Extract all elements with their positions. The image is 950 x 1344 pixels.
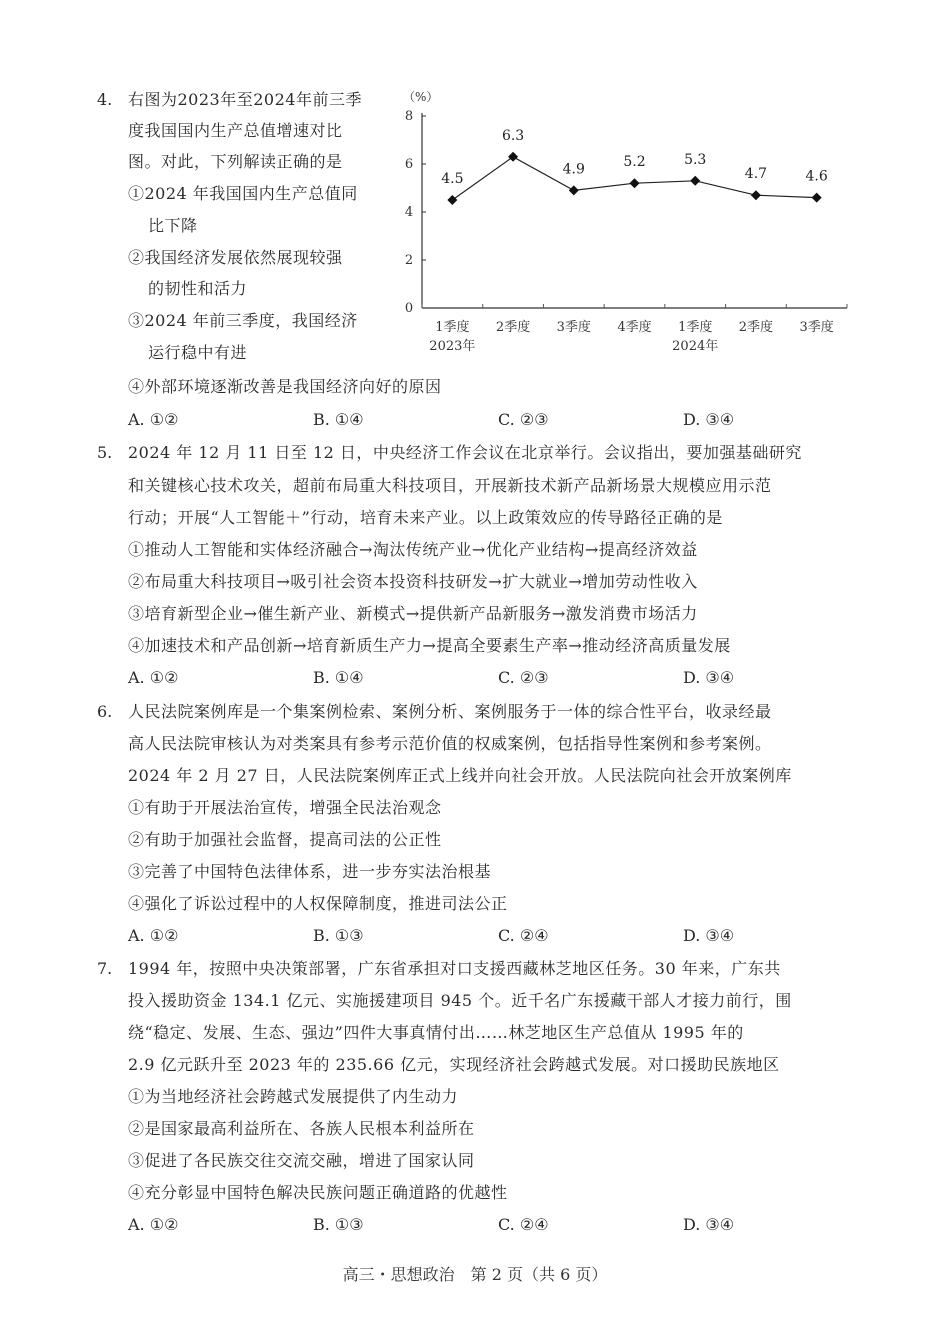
question-number: 4. [97,90,113,109]
option-c[interactable]: C. ②③ [498,668,549,687]
category-label: 2季度 [738,320,774,335]
question-stem-line: 右图为2023年至2024年前三季 [128,90,362,109]
statement-item: ③培育新型企业→催生新产业、新模式→提供新产品新服务→激发消费市场活力 [128,604,698,623]
option-a[interactable]: A. ①② [128,410,179,429]
option-b[interactable]: B. ①③ [313,926,364,945]
question-stem-line: 度我国国内生产总值增速对比 [128,121,343,140]
question-stem-line: 投入援助资金 134.1 亿元、实施援建项目 945 个。近千名广东援藏干部人才接力前行，围 [128,991,792,1010]
question-stem-line: 1994 年，按照中央决策部署，广东省承担对口支援西藏林芝地区任务。30 年来，广东共 [128,959,781,978]
statement-item: ②我国经济发展依然展现较强 [128,248,343,267]
statement-item: ②有助于加强社会监督，提高司法的公正性 [128,830,442,849]
statement-item: ②是国家最高利益所在、各族人民根本利益所在 [128,1119,475,1138]
option-b[interactable]: B. ①④ [313,668,364,687]
category-labels [429,319,833,354]
diamond-marker [812,193,822,203]
year-label: 2023年 [429,339,476,354]
statement-item: ②布局重大科技项目→吸引社会资本投资科技研发→扩大就业→增加劳动性收入 [128,572,698,591]
data-label: 6.3 [501,127,525,144]
statement-item-cont: 比下降 [148,216,198,235]
gdp-growth-line-chart [395,85,855,365]
question-stem-line: 2.9 亿元跃升至 2023 年的 235.66 亿元，实现经济社会跨越式发展。对口援助民族地区 [128,1055,780,1074]
chart-canvas [395,85,855,365]
option-c[interactable]: C. ②④ [498,926,549,945]
statement-item: ④充分彰显中国特色解决民族问题正确道路的优越性 [128,1183,508,1202]
option-b[interactable]: B. ①④ [313,410,364,429]
question-number: 7. [97,959,113,978]
option-d[interactable]: D. ③④ [683,1215,735,1234]
question-stem-line: 人民法院案例库是一个集案例检索、案例分析、案例服务于一体的综合性平台，收录经最 [128,702,772,721]
statement-item-cont: 运行稳中有进 [148,343,248,362]
y-axis-label: （%） [403,90,439,104]
statement-item: ④强化了诉讼过程中的人权保障制度，推进司法公正 [128,894,508,913]
diamond-marker [751,190,761,200]
option-c[interactable]: C. ②④ [498,1215,549,1234]
option-c[interactable]: C. ②③ [498,410,549,429]
statement-item: ④外部环境逐渐改善是我国经济向好的原因 [128,377,442,396]
statement-item: ③促进了各民族交往交流交融，增进了国家认同 [128,1151,475,1170]
statement-item: ①2024 年我国国内生产总值同 [128,184,358,203]
category-label: 4季度 [617,320,652,335]
question-number: 6. [97,702,113,721]
option-b[interactable]: B. ①③ [313,1215,364,1234]
diamond-marker [569,185,579,195]
statement-item-cont: 的韧性和活力 [148,279,248,298]
option-a[interactable]: A. ①② [128,1215,179,1234]
data-label: 4.7 [744,166,768,183]
y-tick-label: 0 [404,301,414,316]
option-d[interactable]: D. ③④ [683,410,735,429]
question-stem-line: 2024 年 12 月 11 日至 12 日，中央经济工作会议在北京举行。会议指出，要加强基础研究 [128,443,802,462]
data-labels [441,128,828,187]
question-stem-line: 2024 年 2 月 27 日，人民法院案例库正式上线并向社会开放。人民法院向社会开放案例库 [128,766,792,785]
y-tick-label: 8 [404,109,414,124]
data-label: 5.3 [684,151,707,168]
question-stem-line: 高人民法院审核认为对类案具有参考示范价值的权威案例，包括指导性案例和参考案例。 [128,734,772,753]
diamond-marker [690,176,700,186]
question-stem-line: 图。对此，下列解读正确的是 [128,152,343,171]
option-d[interactable]: D. ③④ [683,926,735,945]
diamond-marker [630,178,640,188]
question-stem-line: 行动；开展“人工智能＋”行动，培育未来产业。以上政策效应的传导路径正确的是 [128,508,723,527]
data-label: 4.6 [805,168,828,185]
y-tick-label: 4 [404,205,414,220]
statement-item: ①为当地经济社会跨越式发展提供了内生动力 [128,1087,459,1106]
question-stem-line: 绕“稳定、发展、生态、强边”四件大事真情付出……林芝地区生产总值从 1995 年的 [128,1023,744,1042]
category-label: 2季度 [495,320,531,335]
data-label: 5.2 [623,154,646,171]
statement-item: ①有助于开展法治宣传，增强全民法治观念 [128,798,442,817]
data-label: 4.9 [562,161,585,178]
y-tick-label: 2 [404,253,414,268]
question-number: 5. [97,443,113,462]
option-a[interactable]: A. ①② [128,926,179,945]
y-tick-label: 6 [404,157,414,172]
year-label: 2024年 [672,339,719,354]
category-label: 3季度 [556,320,591,335]
category-label: 1季度 [435,320,470,335]
category-label: 1季度 [678,320,713,335]
category-label: 3季度 [799,320,834,335]
option-d[interactable]: D. ③④ [683,668,735,687]
page-footer: 高三・思想政治 第 2 页（共 6 页） [342,1265,608,1284]
statement-item: ④加速技术和产品创新→培育新质生产力→提高全要素生产率→推动经济高质量发展 [128,636,731,655]
statement-item: ①推动人工智能和实体经济融合→淘汰传统产业→优化产业结构→提高经济效益 [128,540,698,559]
statement-item: ③2024 年前三季度，我国经济 [128,311,358,330]
question-stem-line: 和关键核心技术攻关，超前布局重大科技项目，开展新技术新产品新场景大规模应用示范 [128,476,772,495]
data-label: 4.5 [441,171,464,187]
statement-item: ③完善了中国特色法律体系，进一步夯实法治根基 [128,862,492,881]
y-ticks [405,109,426,316]
diamond-marker [447,195,457,205]
option-a[interactable]: A. ①② [128,668,179,687]
diamond-marker [508,152,518,162]
